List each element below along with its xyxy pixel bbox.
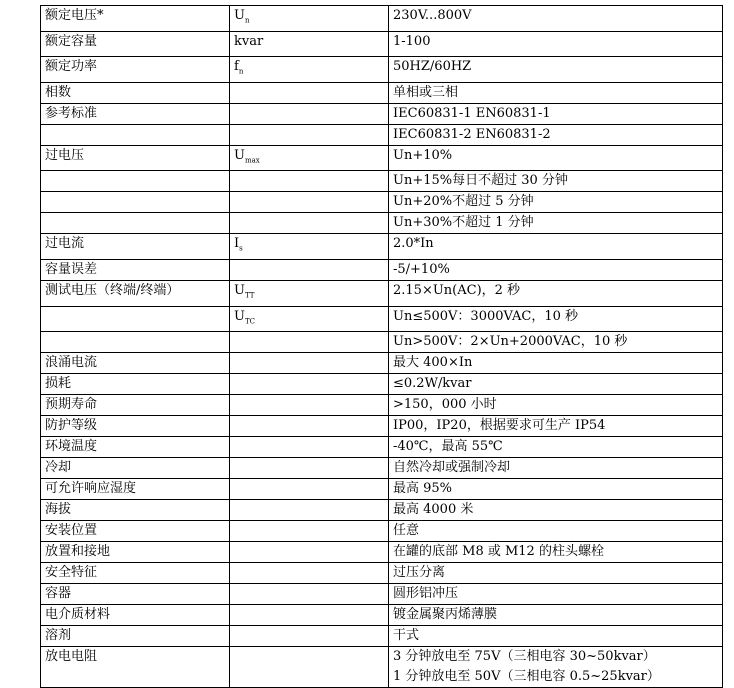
- value-cell: [389, 395, 723, 416]
- param-value: 2.0*In: [393, 236, 434, 251]
- value-cell: [389, 57, 723, 83]
- symbol-cell: [230, 563, 389, 584]
- value-cell: [389, 171, 723, 192]
- spacer-cell: [723, 584, 734, 605]
- spacer-cell: [723, 416, 734, 437]
- value-cell: [389, 280, 723, 306]
- value-cell: [389, 234, 723, 260]
- spacer-cell: [723, 374, 734, 395]
- table-row: [41, 479, 734, 500]
- symbol-cell: [230, 306, 389, 332]
- param-name-cell: [41, 31, 230, 57]
- spacer-cell: [723, 521, 734, 542]
- symbol-subscript: n: [245, 17, 250, 25]
- spacer-cell: [723, 647, 734, 688]
- table-row: [41, 374, 734, 395]
- param-name: 安全特征: [45, 565, 97, 580]
- param-name-cell: [41, 82, 230, 103]
- table-row: [41, 259, 734, 280]
- param-name-cell: [41, 500, 230, 521]
- param-name-cell: [41, 584, 230, 605]
- table-row: [41, 31, 734, 57]
- spacer-cell: [723, 626, 734, 647]
- param-name: 过电压: [45, 148, 84, 163]
- param-name-cell: [41, 647, 230, 688]
- table-row: [41, 171, 734, 192]
- symbol-subscript: n: [239, 68, 244, 76]
- value-cell: [389, 306, 723, 332]
- param-name: 相数: [45, 85, 71, 100]
- value-cell: [389, 479, 723, 500]
- symbol-cell: [230, 103, 389, 124]
- spacer-cell: [723, 353, 734, 374]
- param-name: 放置和接地: [45, 544, 110, 559]
- symbol: I: [234, 236, 239, 251]
- table-row: [41, 605, 734, 626]
- value-cell: [389, 500, 723, 521]
- symbol-cell: [230, 259, 389, 280]
- param-name-cell: [41, 6, 230, 32]
- symbol-cell: [230, 57, 389, 83]
- spacer-cell: [723, 124, 734, 145]
- table-row: [41, 542, 734, 563]
- param-name-cell: [41, 437, 230, 458]
- param-name-cell: [41, 353, 230, 374]
- spacer-cell: [723, 171, 734, 192]
- param-name-cell: [41, 416, 230, 437]
- param-value: Un+20%不超过 5 分钟: [393, 194, 534, 209]
- value-cell: [389, 521, 723, 542]
- param-value: Un+10%: [393, 148, 452, 163]
- param-value: -5/+10%: [393, 262, 450, 277]
- spacer-cell: [723, 57, 734, 83]
- spacer-cell: [723, 31, 734, 57]
- spacer-cell: [723, 234, 734, 260]
- value-cell: [389, 6, 723, 32]
- param-name-cell: [41, 563, 230, 584]
- param-value: Un>500V：2×Un+2000VAC，10 秒: [393, 334, 627, 349]
- param-value: 干式: [393, 628, 419, 643]
- param-value: 2.15×Un(AC)，2 秒: [393, 283, 520, 298]
- spacer-cell: [723, 332, 734, 353]
- param-name-cell: [41, 234, 230, 260]
- param-value: >150，000 小时: [393, 397, 497, 412]
- param-name-cell: [41, 542, 230, 563]
- value-cell: [389, 374, 723, 395]
- spacer-cell: [723, 280, 734, 306]
- symbol-subscript: s: [239, 245, 243, 253]
- table-row: [41, 626, 734, 647]
- param-name-cell: [41, 192, 230, 213]
- table-row: [41, 395, 734, 416]
- symbol-cell: [230, 479, 389, 500]
- symbol-cell: [230, 353, 389, 374]
- param-value: -40℃，最高 55℃: [393, 439, 503, 454]
- param-name-cell: [41, 103, 230, 124]
- symbol-subscript: TC: [245, 317, 255, 325]
- spec-table: [40, 5, 734, 688]
- param-value: 50HZ/60HZ: [393, 59, 471, 74]
- symbol: kvar: [234, 34, 263, 49]
- symbol-cell: [230, 500, 389, 521]
- param-value-line-2: 1 分钟放电至 50V（三相电容 0.5~25kvar）: [393, 667, 718, 687]
- param-name: 溶剂: [45, 628, 71, 643]
- symbol: f: [234, 59, 239, 74]
- symbol-cell: [230, 82, 389, 103]
- value-cell: [389, 145, 723, 171]
- value-cell: [389, 563, 723, 584]
- param-value: 最高 95%: [393, 481, 452, 496]
- symbol-cell: [230, 647, 389, 688]
- param-value: Un+15%每日不超过 30 分钟: [393, 173, 568, 188]
- symbol: U: [234, 8, 245, 23]
- value-cell: [389, 192, 723, 213]
- table-row: [41, 306, 734, 332]
- symbol-cell: [230, 145, 389, 171]
- symbol: U: [234, 283, 245, 298]
- param-name: 参考标准: [45, 106, 97, 121]
- spacer-cell: [723, 103, 734, 124]
- table-row: [41, 647, 734, 688]
- symbol-cell: [230, 213, 389, 234]
- param-name: 可允许响应湿度: [45, 481, 136, 496]
- param-name-cell: [41, 280, 230, 306]
- param-name-cell: [41, 479, 230, 500]
- spacer-cell: [723, 437, 734, 458]
- param-name: 额定电压*: [45, 8, 104, 23]
- param-value: 最高 4000 米: [393, 502, 473, 517]
- param-value: ≤0.2W/kvar: [393, 376, 472, 391]
- param-name: 额定功率: [45, 59, 97, 74]
- table-row: [41, 145, 734, 171]
- param-name-cell: [41, 395, 230, 416]
- value-cell: [389, 458, 723, 479]
- value-cell: [389, 626, 723, 647]
- spacer-cell: [723, 192, 734, 213]
- symbol-subscript: TT: [245, 292, 254, 300]
- symbol-cell: [230, 6, 389, 32]
- param-name-cell: [41, 374, 230, 395]
- value-cell: [389, 584, 723, 605]
- spacer-cell: [723, 542, 734, 563]
- symbol-cell: [230, 458, 389, 479]
- symbol-cell: [230, 521, 389, 542]
- param-value: 自然冷却或强制冷却: [393, 460, 510, 475]
- symbol-cell: [230, 192, 389, 213]
- param-name-cell: [41, 626, 230, 647]
- param-name: 环境温度: [45, 439, 97, 454]
- value-cell: [389, 353, 723, 374]
- table-row: [41, 192, 734, 213]
- param-name-cell: [41, 57, 230, 83]
- value-cell: [389, 647, 723, 688]
- value-cell: [389, 259, 723, 280]
- table-row: [41, 584, 734, 605]
- param-name-cell: [41, 521, 230, 542]
- param-value: 单相或三相: [393, 85, 458, 100]
- param-name-cell: [41, 124, 230, 145]
- param-name: 测试电压（终端/终端）: [45, 283, 179, 298]
- param-name-cell: [41, 171, 230, 192]
- param-name-cell: [41, 213, 230, 234]
- symbol-cell: [230, 31, 389, 57]
- symbol-cell: [230, 124, 389, 145]
- param-name-cell: [41, 332, 230, 353]
- table-row: [41, 437, 734, 458]
- param-name: 冷却: [45, 460, 71, 475]
- spacer-cell: [723, 82, 734, 103]
- table-row: [41, 521, 734, 542]
- table-row: [41, 332, 734, 353]
- value-cell: [389, 124, 723, 145]
- spacer-cell: [723, 145, 734, 171]
- table-row: [41, 57, 734, 83]
- symbol-cell: [230, 234, 389, 260]
- value-cell: [389, 542, 723, 563]
- table-row: [41, 234, 734, 260]
- param-value: 任意: [393, 523, 419, 538]
- table-row: [41, 103, 734, 124]
- symbol-cell: [230, 374, 389, 395]
- table-row: [41, 82, 734, 103]
- param-value: 过压分离: [393, 565, 445, 580]
- table-row: [41, 6, 734, 32]
- value-cell: [389, 605, 723, 626]
- symbol-cell: [230, 332, 389, 353]
- param-name: 电介质材料: [45, 607, 110, 622]
- param-name: 容器: [45, 586, 71, 601]
- param-value: Un≤500V：3000VAC，10 秒: [393, 309, 578, 324]
- symbol-cell: [230, 437, 389, 458]
- symbol-cell: [230, 542, 389, 563]
- param-value: 最大 400×In: [393, 355, 472, 370]
- spacer-cell: [723, 563, 734, 584]
- symbol-cell: [230, 584, 389, 605]
- param-name: 海拔: [45, 502, 71, 517]
- table-row: [41, 213, 734, 234]
- spacer-cell: [723, 213, 734, 234]
- param-value: 镀金属聚丙烯薄膜: [393, 607, 497, 622]
- symbol-subscript: max: [245, 156, 260, 164]
- param-name: 安装位置: [45, 523, 97, 538]
- param-name: 损耗: [45, 376, 71, 391]
- spacer-cell: [723, 605, 734, 626]
- symbol: U: [234, 309, 245, 324]
- table-row: [41, 500, 734, 521]
- symbol: U: [234, 148, 245, 163]
- spec-table-body: [41, 6, 734, 688]
- param-name: 容量误差: [45, 262, 97, 277]
- param-name-cell: [41, 306, 230, 332]
- spacer-cell: [723, 479, 734, 500]
- param-name: 防护等级: [45, 418, 97, 433]
- param-value-line-1: 3 分钟放电至 75V（三相电容 30~50kvar）: [393, 647, 718, 667]
- symbol-cell: [230, 626, 389, 647]
- table-row: [41, 353, 734, 374]
- table-row: [41, 280, 734, 306]
- value-cell: [389, 31, 723, 57]
- param-name: 放电电阻: [45, 649, 97, 664]
- spacer-cell: [723, 306, 734, 332]
- param-name: 浪涌电流: [45, 355, 97, 370]
- table-row: [41, 416, 734, 437]
- param-value: 在罐的底部 M8 或 M12 的柱头螺栓: [393, 544, 604, 559]
- param-value: Un+30%不超过 1 分钟: [393, 215, 534, 230]
- symbol-cell: [230, 395, 389, 416]
- value-cell: [389, 416, 723, 437]
- spacer-cell: [723, 458, 734, 479]
- param-name-cell: [41, 605, 230, 626]
- param-name-cell: [41, 259, 230, 280]
- symbol-cell: [230, 171, 389, 192]
- param-value: IEC60831-1 EN60831-1: [393, 106, 551, 121]
- spacer-cell: [723, 500, 734, 521]
- param-value: IEC60831-2 EN60831-2: [393, 127, 551, 142]
- value-cell: [389, 332, 723, 353]
- symbol-cell: [230, 416, 389, 437]
- param-name-cell: [41, 145, 230, 171]
- spacer-cell: [723, 6, 734, 32]
- table-row: [41, 563, 734, 584]
- param-value: IP00，IP20，根据要求可生产 IP54: [393, 418, 605, 433]
- value-cell: [389, 437, 723, 458]
- param-value: 230V...800V: [393, 8, 472, 23]
- table-row: [41, 124, 734, 145]
- param-name: 额定容量: [45, 34, 97, 49]
- value-cell: [389, 82, 723, 103]
- value-cell: [389, 103, 723, 124]
- param-name-cell: [41, 458, 230, 479]
- spacer-cell: [723, 395, 734, 416]
- param-value: 圆形铝冲压: [393, 586, 458, 601]
- param-name: 过电流: [45, 236, 84, 251]
- param-value: 1-100: [393, 34, 430, 49]
- table-row: [41, 458, 734, 479]
- spacer-cell: [723, 259, 734, 280]
- param-name: 预期寿命: [45, 397, 97, 412]
- value-cell: [389, 213, 723, 234]
- symbol-cell: [230, 280, 389, 306]
- symbol-cell: [230, 605, 389, 626]
